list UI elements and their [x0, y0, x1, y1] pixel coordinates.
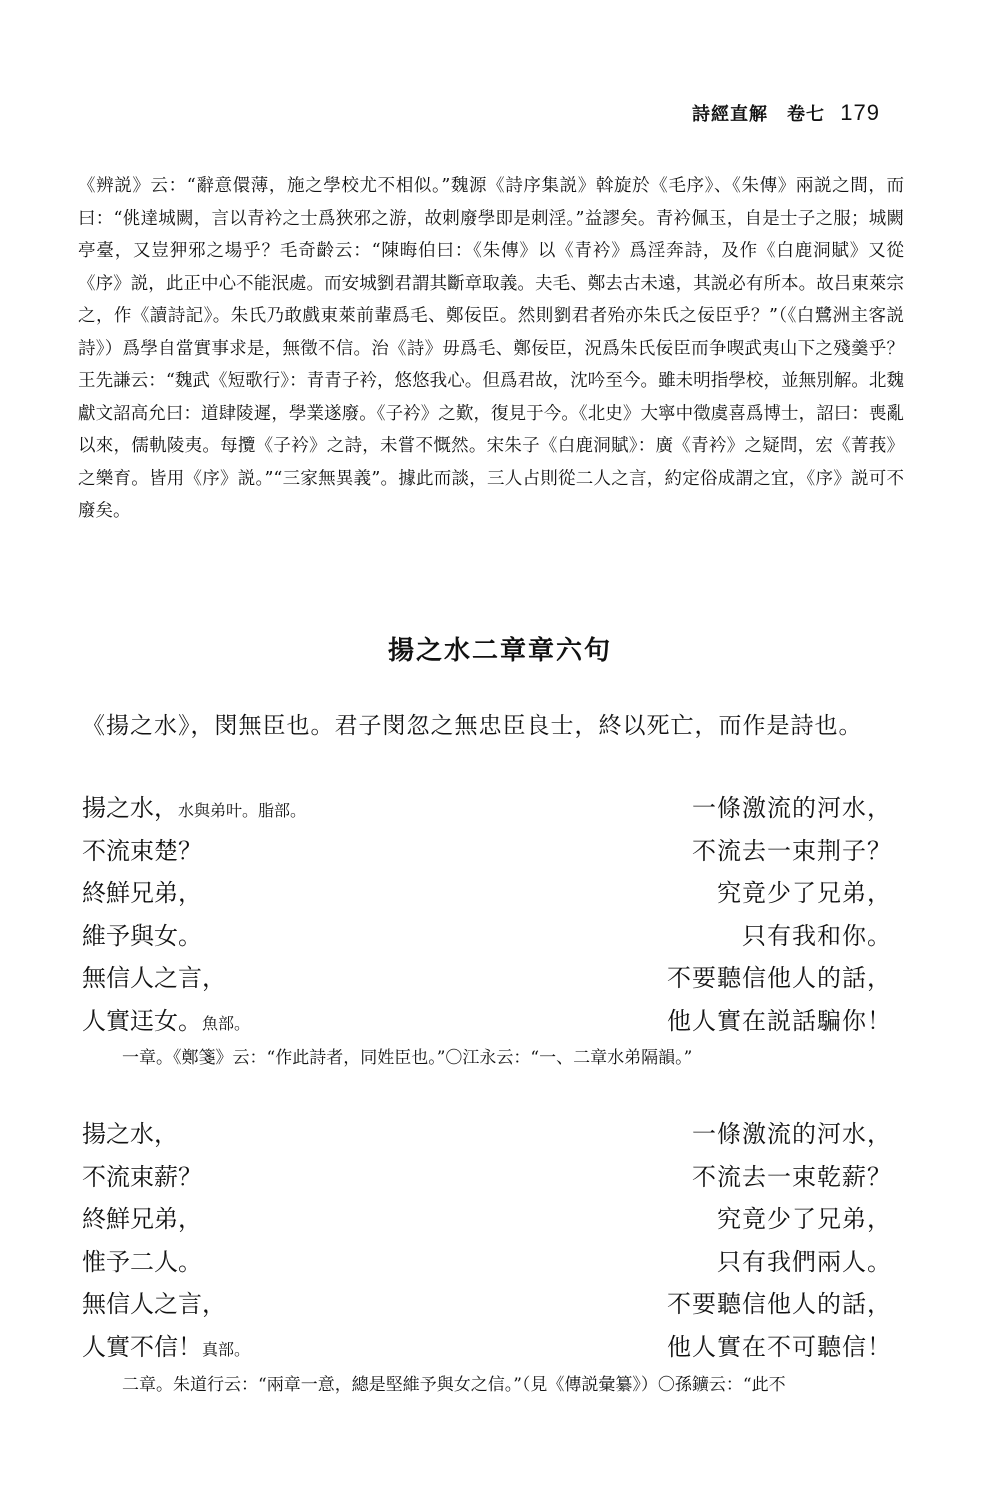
translation-line: 只有我和你。 [742, 921, 892, 950]
running-header [692, 100, 880, 126]
original-line: 終鮮兄弟， [82, 1205, 202, 1233]
verse-line [82, 915, 892, 958]
translation-line: 一條激流的河水， [692, 1120, 892, 1148]
translation-line: 只有我們兩人。 [717, 1247, 892, 1276]
verse-line [82, 1241, 892, 1284]
translation-line: 不流去一束乾薪？ [692, 1162, 892, 1191]
translation-line: 究竟少了兄弟， [717, 879, 892, 907]
translation-line: 不要聽信他人的話， [667, 964, 892, 992]
stanza-1 [82, 787, 892, 1042]
original-line: 無信人之言， [82, 964, 226, 992]
verse-line [82, 1113, 892, 1156]
verse-line [82, 1156, 892, 1199]
rhyme-note: 真部。 [202, 1339, 251, 1359]
commentary-block [78, 170, 904, 528]
verse-line [82, 1198, 892, 1241]
verse-line [82, 957, 892, 1000]
original-line: 不流束楚？ [82, 836, 202, 865]
verse-line [82, 830, 892, 873]
original-line: 維予與女。 [82, 921, 202, 950]
translation-line: 一條激流的河水， [692, 794, 892, 822]
original-line: 人實不信！真部。 [82, 1332, 251, 1361]
original-line: 揚之水， [82, 1120, 178, 1148]
translation-line: 他人實在不可聽信！ [667, 1332, 892, 1361]
original-line: 人實迋女。魚部。 [82, 1006, 251, 1035]
verse-line [82, 1000, 892, 1043]
original-line: 不流束薪？ [82, 1162, 202, 1191]
translation-line: 究竟少了兄弟， [717, 1205, 892, 1233]
verse-line [82, 1283, 892, 1326]
original-line: 惟予二人。 [82, 1247, 202, 1276]
poem-preface: 《揚之水》，閔無臣也。君子閔忽之無忠臣良士，終以死亡，而作是詩也。 [82, 713, 863, 739]
verse-line [82, 787, 892, 830]
original-line: 終鮮兄弟， [82, 879, 202, 907]
rhyme-note: 水與弟叶。脂部。 [178, 801, 307, 820]
rhyme-note: 魚部。 [202, 1013, 251, 1033]
stanza-note: 一章。《鄭箋》云：“作此詩者，同姓臣也。”〇江永云：“一、二章水弟隔韻。” [122, 1048, 693, 1068]
original-line: 揚之水，水與弟叶。脂部。 [82, 794, 307, 822]
stanza-note: 二章。朱道行云：“兩章一意，總是堅維予與女之信。”（見《傳説彙纂》）〇孫鑛云：“此不 [122, 1375, 786, 1395]
translation-line: 不流去一束荆子？ [692, 836, 892, 865]
commentary-text: 《辨説》云：“辭意儇薄，施之學校尤不相似。”魏源《詩序集説》斡旋於《毛序》、《朱傳》兩説之間，而曰：“佻達城闕，言以青衿之士爲狹邪之游，故刺廢學即是刺淫。”益謬矣。青衿佩玉，自是士子之服；城闕亭臺，又豈狎邪之場乎？毛奇齡云：“陳晦伯曰：《朱傳》以《青衿》爲淫奔詩，及作《白鹿洞賦》又從《序》説，此正中心不能泯處。而安城劉君謂其斷章取義。夫毛、鄭去古未遠，其説必有所本。故吕東萊宗之，作《讀詩記》。朱氏乃敢戲東萊前輩爲毛、鄭佞臣。然則劉君者殆亦朱氏之佞臣乎？”（《白鷺洲主客説詩》）爲學自當實事求是，無徵不信。治《詩》毋爲毛、鄭佞臣，況爲朱氏佞臣而争喫武夷山下之殘羹乎？王先謙云：“魏武《短歌行》：青青子衿，悠悠我心。但爲君故，沈吟至今。雖未明指學校，並無別解。北魏獻文詔高允曰：道肆陵遲，學業遂廢。《子衿》之歎，復見于今。《北史》大寧中徵虞喜爲博士，詔曰：喪亂以來，儒軌陵夷。每攬《子衿》之詩，未嘗不慨然。宋朱子《白鹿洞賦》：廣《青衿》之疑問，宏《菁莪》之樂育。皆用《序》説。”“三家無異義”。據此而談，三人占則從二人之言，約定俗成謂之宜，《序》説可不廢矣。 [78, 176, 904, 521]
poem-title: 揚之水二章章六句 [387, 636, 612, 666]
stanza-2 [82, 1113, 892, 1368]
translation-line: 他人實在説話騙你！ [667, 1006, 892, 1035]
verse-line [82, 1326, 892, 1369]
original-line: 無信人之言， [82, 1290, 226, 1318]
verse-line [82, 872, 892, 915]
page-number: 179 [840, 100, 880, 125]
translation-line: 不要聽信他人的話， [667, 1290, 892, 1318]
book-title: 詩經直解 卷七 [692, 104, 825, 125]
